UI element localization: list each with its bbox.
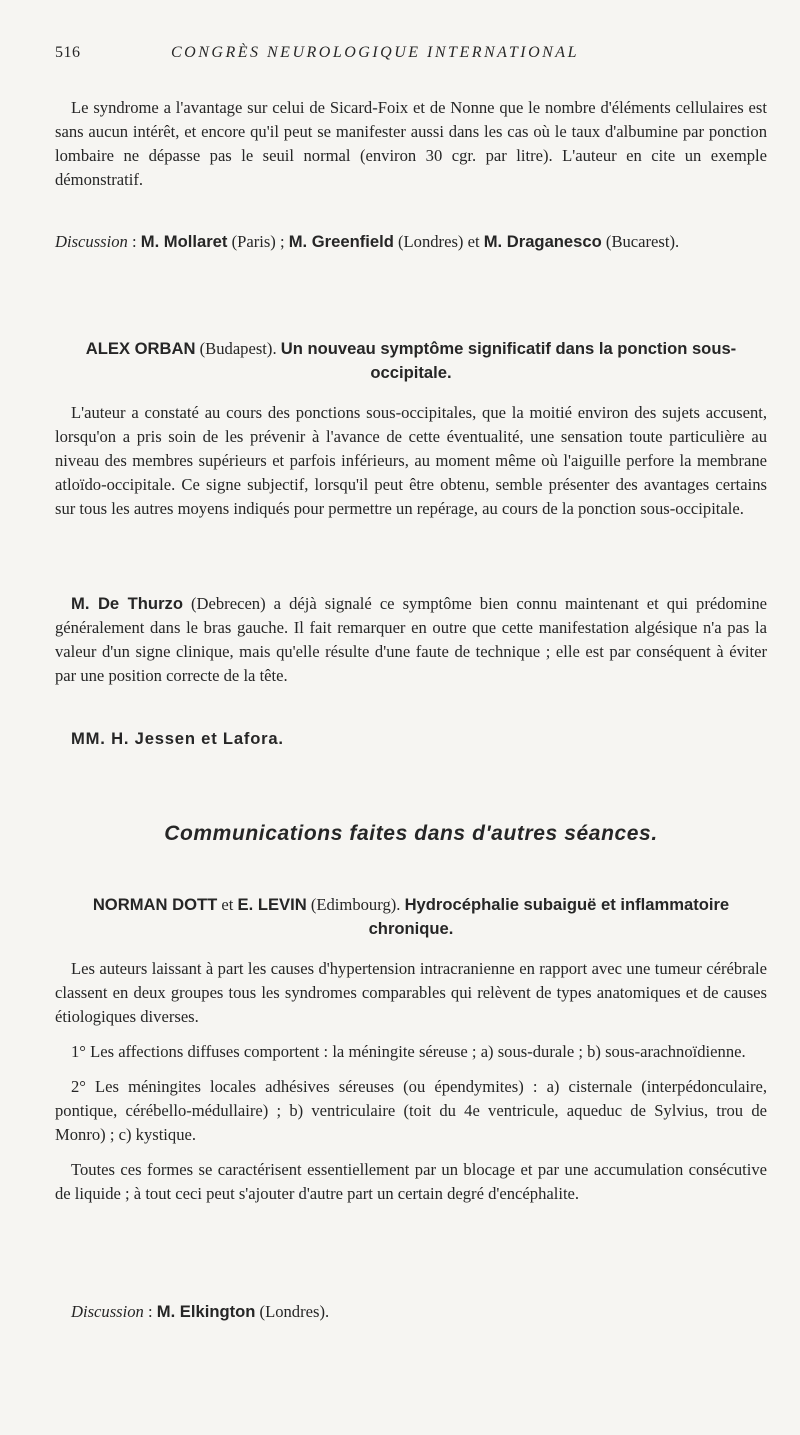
- discussion-label: Discussion: [55, 232, 128, 251]
- running-title: CONGRÈS NEUROLOGIQUE INTERNATIONAL: [171, 44, 579, 61]
- dott-discussion: Discussion : M. Elkington (Londres).: [71, 1302, 330, 1321]
- orban-abstract: [55, 401, 767, 521]
- dott-paragraph-2: 1° Les affections diffuses comportent : la méningite séreuse ; a) sous-durale ; b) sous-arachnoïdienne.: [71, 1042, 746, 1061]
- section-heading: [55, 822, 767, 846]
- page-number: 516: [55, 44, 81, 61]
- discussion-label: Discussion: [71, 1302, 144, 1321]
- article-title: Un nouveau symptôme significatif dans la ponction sous-occipitale.: [280, 339, 737, 382]
- discussant-name: M. Mollaret: [140, 232, 228, 251]
- commenter-names: MM. H. Jessen et Lafora.: [71, 729, 284, 748]
- dott-paragraph-4: Toutes ces formes se caractérisent essentiellement par un blocage et par une accumulation consécutive de liquide ; à tout ceci peut s'ajouter d'autre part un certain degré d'encéphalite.: [55, 1160, 767, 1203]
- section-title: Communications faites dans d'autres séances.: [164, 822, 658, 845]
- dott-paragraph-1: Les auteurs laissant à part les causes d'hypertension intracranienne en rapport avec une tumeur cérébrale classent en deux groupes tous les syndromes comparables qui relèvent de types anatomiques et de causes étiologiques diverses.: [55, 959, 767, 1026]
- intro-paragraph: Le syndrome a l'avantage sur celui de Sicard-Foix et de Nonne que le nombre d'éléments cellulaires est sans aucun intérêt, et encore qu'il peut se manifester aussi dans les cas où le taux d'albumine par ponction lombaire ne dépasse pas le seuil normal (environ 30 cgr. par litre). L'auteur en cite un exemple démonstratif.: [55, 98, 767, 189]
- author-name: NORMAN DOTT: [92, 895, 218, 914]
- orban-heading: ALEX ORBAN (Budapest). Un nouveau symptôme significatif dans la ponction sous-occipitale.: [85, 339, 737, 382]
- commenter-name: M. De Thurzo: [71, 594, 183, 613]
- article-title: Hydrocéphalie subaiguë et inflammatoire chronique.: [368, 895, 730, 938]
- author-name: ALEX ORBAN: [85, 339, 196, 358]
- orban-paragraph: L'auteur a constaté au cours des ponctions sous-occipitales, que la moitié environ des sujets accusent, lorsqu'on a pris soin de les prévenir à l'avance de cette éventualité, une sensation toute particulière au niveau des membres supérieurs et parfois inférieurs, au moment même où l'aiguille perfore la membrane atloïdo-occipitale. Ce signe subjectif, lorsqu'il peut être obtenu, semble présenter des avantages certains sur tous les autres moyens indiqués pour permettre un repérage, au cours de la ponction sous-occipitale.: [55, 403, 767, 518]
- discussant-name: M. Draganesco: [483, 232, 602, 251]
- intro-discussion: Discussion : M. Mollaret (Paris) ; M. Greenfield (Londres) et M. Draganesco (Bucarest).: [55, 232, 680, 251]
- intro-block: [55, 96, 767, 192]
- dott-paragraph-3: 2° Les méningites locales adhésives séreuses (ou épendymites) : a) cisternale (interpédonculaire, pontique, cérébello-médullaire) ; b) ventriculaire (toit du 4e ventricule, aqueduc de Sylvius, trou de Monro) ; c) kystique.: [55, 1077, 767, 1144]
- discussant-name: M. Greenfield: [288, 232, 394, 251]
- jessen-line: [55, 727, 767, 751]
- dott-abstract: [55, 957, 767, 1206]
- dott-heading: NORMAN DOTT et E. LEVIN (Edimbourg). Hydrocéphalie subaiguë et inflammatoire chronique.: [92, 895, 730, 938]
- thurzo-comment: M. De Thurzo (Debrecen) a déjà signalé ce symptôme bien connu maintenant et qui prédomine généralement dans le bras gauche. Il fait remarquer en outre que cette manifestation algésique n'a pas la valeur d'un signe clinique, mais qu'elle résulte d'une faute de technique ; elle est par conséquent à éviter par une position correcte de la tête.: [55, 594, 767, 685]
- author-name: E. LEVIN: [237, 895, 307, 914]
- discussant-name: M. Elkington: [156, 1302, 256, 1321]
